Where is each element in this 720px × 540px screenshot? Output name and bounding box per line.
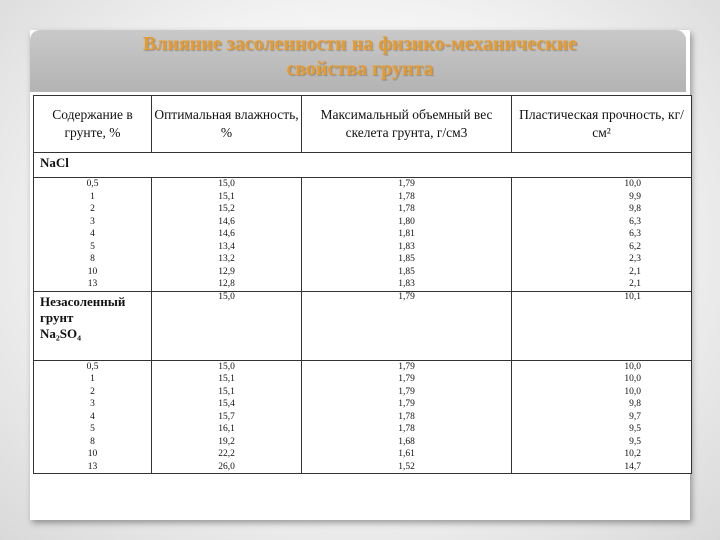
table-cell: 5	[90, 424, 95, 434]
table-cell: 14,6	[218, 216, 235, 227]
table-cell: 9,5	[629, 436, 641, 447]
table-cell: 10,0	[624, 179, 641, 189]
table-cell: 16,1	[218, 424, 235, 434]
header-density: Максимальный объемный вес скелета грунта, г/см3	[302, 96, 512, 153]
nacl-strength-col	[512, 178, 692, 292]
unsalted-label-cell	[34, 291, 152, 360]
table-cell: 12,8	[218, 279, 235, 289]
table-cell: 2,3	[629, 254, 641, 264]
table-cell: 1	[90, 374, 95, 384]
table-cell: 2	[90, 204, 95, 214]
unsalted-density: 1,79	[302, 291, 512, 360]
na2so4-content-col	[34, 360, 152, 474]
table-cell: 1,85	[398, 266, 415, 277]
table-cell: 6,3	[629, 229, 641, 239]
table-cell: 1,79	[398, 386, 415, 397]
table-cell: 10	[87, 266, 98, 277]
na2so4-label: Na₂SO₄	[40, 325, 82, 341]
table-cell: 3	[90, 399, 95, 409]
unsalted-label: Незасоленный грунт	[40, 293, 126, 325]
table-cell: 4	[90, 411, 95, 422]
table-cell: 10	[87, 449, 98, 459]
nacl-content-col	[34, 178, 152, 292]
table-cell: 26,0	[218, 461, 235, 472]
nacl-moisture-col	[152, 178, 302, 292]
table-cell: 15,7	[218, 411, 235, 422]
table-cell: 1,79	[398, 399, 415, 409]
table-cell: 0,5	[86, 179, 99, 189]
table-cell: 1,85	[398, 254, 415, 264]
table-cell: 9,7	[629, 411, 641, 422]
slide-title	[60, 32, 660, 82]
table-cell: 2	[90, 386, 95, 397]
table-cell: 1,78	[398, 411, 415, 422]
table-cell: 10,0	[624, 361, 641, 372]
table-cell: 13	[87, 461, 98, 472]
table-cell: 8	[90, 436, 95, 447]
table-cell: 0,5	[86, 361, 99, 372]
table-cell: 13,4	[218, 241, 235, 252]
header-strength: Пластическая прочность, кг/см²	[512, 96, 692, 153]
table-cell: 13	[87, 279, 98, 289]
table-cell: 1,52	[398, 461, 415, 472]
nacl-label: NaCl	[34, 153, 692, 178]
table-cell: 1,61	[398, 449, 415, 459]
table-cell: 9,5	[629, 424, 641, 434]
nacl-group-row	[34, 153, 692, 178]
nacl-density-col	[302, 178, 512, 292]
table-cell: 1,78	[398, 191, 415, 202]
table-cell: 15,1	[218, 386, 235, 397]
unsalted-strength: 10,1	[512, 291, 692, 360]
salinity-table	[33, 95, 692, 474]
header-content: Содержание в грунте, %	[34, 96, 152, 153]
table-cell: 14,6	[218, 229, 235, 239]
table-cell: 6,3	[629, 216, 641, 227]
table-cell: 14,7	[624, 461, 641, 472]
table-cell: 10,0	[624, 374, 641, 384]
header-row	[34, 96, 692, 153]
table-cell: 1,81	[398, 229, 415, 239]
table-cell: 8	[90, 254, 95, 264]
table-cell: 2,1	[629, 279, 641, 289]
title-line-1: Влияние засоленности на физико-механические	[142, 33, 578, 55]
table-cell: 19,2	[218, 436, 235, 447]
table-cell: 1,78	[398, 204, 415, 214]
table-cell: 15,4	[218, 399, 235, 409]
header-moisture: Оптимальная влажность, %	[152, 96, 302, 153]
table-cell: 10,2	[624, 449, 641, 459]
table-cell: 1,79	[398, 361, 415, 372]
table-cell: 15,0	[218, 361, 235, 372]
table-cell: 9,9	[629, 191, 641, 202]
table-cell: 9,8	[629, 204, 641, 214]
table-cell: 3	[90, 216, 95, 227]
table-cell: 15,0	[218, 179, 235, 189]
na2so4-strength-col	[512, 360, 692, 474]
na2so4-moisture-col	[152, 360, 302, 474]
table-cell: 1	[90, 191, 95, 202]
table-cell: 1,83	[398, 241, 415, 252]
title-line-2: свойства грунта	[286, 58, 434, 80]
table-cell: 9,8	[629, 399, 641, 409]
table-cell: 12,9	[218, 266, 235, 277]
nacl-values-row	[34, 178, 692, 292]
table-cell: 1,78	[398, 424, 415, 434]
table-cell: 2,1	[629, 266, 641, 277]
table-cell: 1,80	[398, 216, 415, 227]
table-cell: 1,83	[398, 279, 415, 289]
table-cell: 6,2	[629, 241, 641, 252]
table-cell: 1,79	[398, 179, 415, 189]
unsalted-moisture: 15,0	[152, 291, 302, 360]
unsalted-row	[34, 291, 692, 360]
table-cell: 15,1	[218, 374, 235, 384]
table-cell: 22,2	[218, 449, 235, 459]
table-cell: 15,2	[218, 204, 235, 214]
table-cell: 10,0	[624, 386, 641, 397]
table-cell: 4	[90, 229, 95, 239]
table-cell: 1,79	[398, 374, 415, 384]
table-cell: 5	[90, 241, 95, 252]
table-cell: 1,68	[398, 436, 415, 447]
table-cell: 13,2	[218, 254, 235, 264]
na2so4-density-col	[302, 360, 512, 474]
na2so4-values-row	[34, 360, 692, 474]
table-cell: 15,1	[218, 191, 235, 202]
